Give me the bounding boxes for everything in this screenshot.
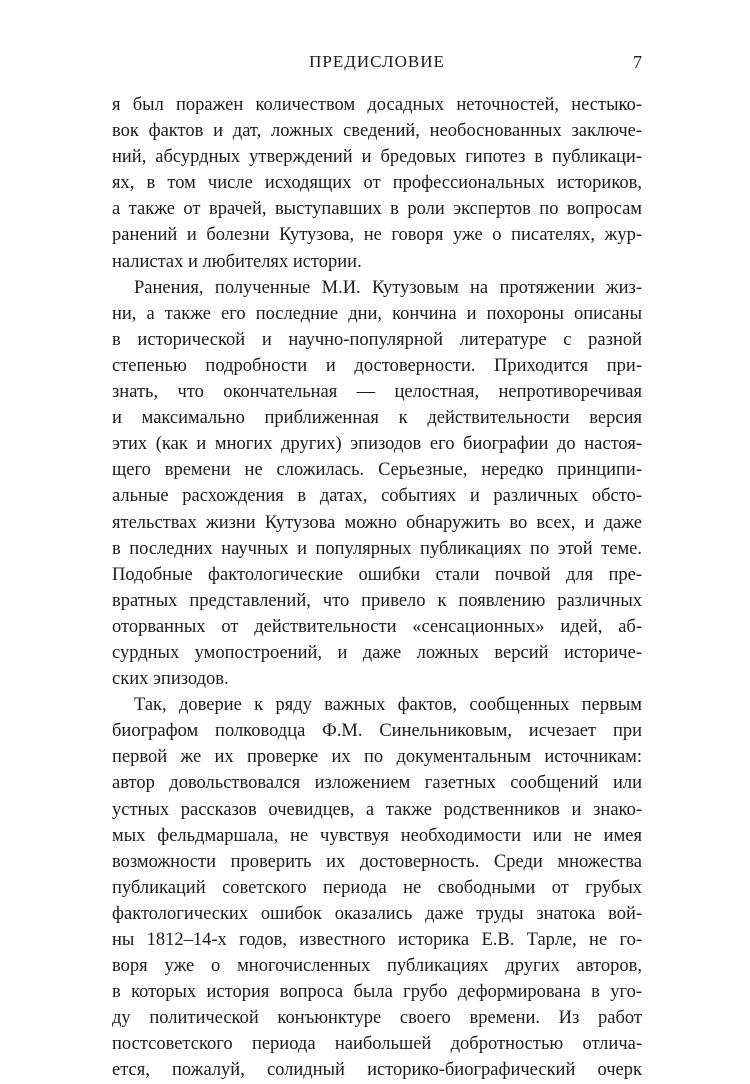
paragraph-3 [112, 692, 642, 1083]
text-line: воря уже о многочисленных публикациях других авторов, [112, 956, 642, 977]
running-title: ПРЕДИСЛОВИЕ [309, 52, 445, 71]
text-line: первой же их проверке их по документальным источникам: [112, 747, 642, 768]
text-line: устных рассказов очевидцев, а также родственников и знако- [112, 799, 642, 820]
text-line: Так, доверие к ряду важных фактов, сообщенных первым [134, 695, 642, 716]
text-line: биографом полководца Ф.М. Синельниковым, исчезает при [112, 721, 642, 742]
running-head [112, 52, 642, 78]
text-line: ны 1812–14-х годов, известного историка Е.В. Тарле, не го- [112, 930, 642, 950]
text-line: ний, абсурдных утверждений и бредовых гипотез в публикаци- [112, 147, 642, 168]
paragraph-2 [112, 275, 642, 693]
text-line: ется, пожалуй, солидный историко-биографический очерк [112, 1060, 642, 1081]
text-line: Подобные фактологические ошибки стали почвой для пре- [112, 564, 642, 585]
text-line: щего времени не сложилась. Серьезные, нередко принципи- [112, 460, 642, 481]
text-line: публикаций советского периода не свободными от грубых [112, 877, 642, 898]
text-line: Ранения, полученные М.И. Кутузовым на протяжении жиз- [134, 277, 642, 298]
text-line: в исторической и научно-популярной литературе с разной [112, 329, 642, 350]
text-line: вратных представлений, что привело к появлению различных [112, 590, 642, 611]
text-line: мых фельдмаршала, не чувствуя необходимости или не имея [112, 825, 642, 846]
text-line: ских эпизодов. [112, 669, 229, 690]
text-line: ранений и болезни Кутузова, не говоря уже о писателях, жур- [112, 225, 642, 246]
text-line: сурдных умопостроений, и даже ложных версий историче- [112, 642, 642, 663]
text-line: в которых история вопроса была грубо деформирована в уго- [112, 982, 642, 1003]
text-line: я был поражен количеством досадных неточностей, нестыко- [112, 95, 642, 115]
paragraph-1 [112, 92, 642, 275]
text-line: ду политической конъюнктуре своего времени. Из работ [112, 1008, 642, 1029]
text-line: в последних научных и популярных публикациях по этой теме. [112, 538, 642, 559]
text-line: постсоветского периода наибольшей добротностью отлича- [112, 1034, 642, 1055]
text-line: оторванных от действительности «сенсационных» идей, аб- [112, 616, 642, 637]
text-line: и максимально приближенная к действительности версия [112, 408, 642, 429]
text-line: этих (как и многих других) эпизодов его биографии до настоя- [112, 434, 642, 455]
text-line: автор довольствовался изложением газетных сообщений или [112, 773, 642, 794]
page-number: 7 [633, 52, 642, 72]
body-text [112, 92, 642, 1084]
text-line: ях, в том числе исходящих от профессиональных историков, [112, 173, 642, 194]
text-line: ни, а также его последние дни, кончина и похороны описаны [112, 303, 642, 324]
text-line: налистах и любителях истории. [112, 251, 362, 272]
text-line: степенью подробности и достоверности. Приходится при- [112, 355, 642, 376]
text-line: а также от врачей, выступавших в роли экспертов по вопросам [112, 199, 642, 220]
text-line: знать, что окончательная — целостная, непротиворечивая [112, 382, 642, 403]
text-line: вок фактов и дат, ложных сведений, необоснованных заключе- [112, 121, 642, 142]
text-line: ятельствах жизни Кутузова можно обнаружить во всех, и даже [112, 512, 642, 533]
text-line: возможности проверить их достоверность. Среди множества [112, 851, 642, 872]
text-line: фактологических ошибок оказались даже труды знатока вой- [112, 903, 642, 924]
text-line: альные расхождения в датах, событиях и различных обсто- [112, 486, 642, 507]
